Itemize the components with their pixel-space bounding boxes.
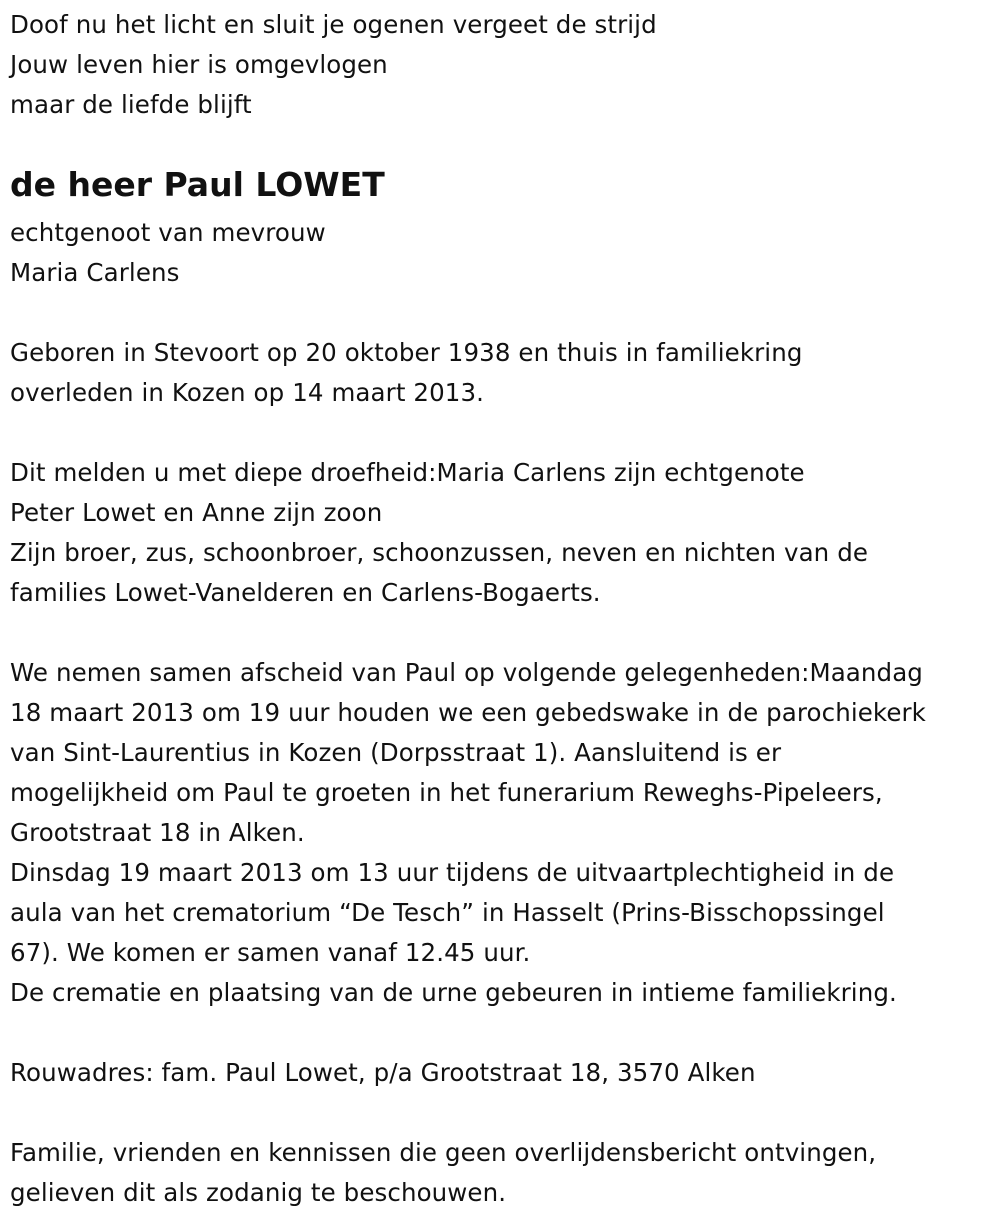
mourning-address [10, 1053, 1000, 1093]
spouse-line: echtgenoot van mevrouw [10, 218, 326, 247]
text-line: Grootstraat 18 in Alken. [10, 818, 305, 847]
text-line: Rouwadres: fam. Paul Lowet, p/a Grootstraat 18, 3570 Alken [10, 1058, 756, 1087]
text-line: gelieven dit als zodanig te beschouwen. [10, 1178, 507, 1207]
text-line: 18 maart 2013 om 19 uur houden we een gebedswake in de parochiekerk [10, 698, 926, 727]
spouse-line: Maria Carlens [10, 258, 180, 287]
deceased-name: de heer Paul LOWET [10, 165, 385, 204]
text-line: Zijn broer, zus, schoonbroer, schoonzussen, neven en nichten van de [10, 538, 869, 567]
birth-death-info [10, 333, 1000, 413]
text-line: Geboren in Stevoort op 20 oktober 1938 en thuis in familiekring [10, 338, 803, 367]
text-line: 67). We komen er samen vanaf 12.45 uur. [10, 938, 531, 967]
text-line: aula van het crematorium “De Tesch” in Hasselt (Prins-Bisschopssingel [10, 898, 885, 927]
obituary-document [10, 5, 1000, 1213]
text-line: Peter Lowet en Anne zijn zoon [10, 498, 383, 527]
text-line: Dinsdag 19 maart 2013 om 13 uur tijdens de uitvaartplechtigheid in de [10, 858, 895, 887]
text-line: De crematie en plaatsing van de urne gebeuren in intieme familiekring. [10, 978, 897, 1007]
poem-line: Doof nu het licht en sluit je ogenen vergeet de strijd [10, 10, 657, 39]
closing-note [10, 1133, 1000, 1213]
text-line: overleden in Kozen op 14 maart 2013. [10, 378, 485, 407]
poem [10, 5, 1000, 125]
ceremonies [10, 653, 1000, 1013]
poem-line: maar de liefde blijft [10, 90, 252, 119]
text-line: mogelijkheid om Paul te groeten in het funerarium Reweghs-Pipeleers, [10, 778, 883, 807]
text-line: We nemen samen afscheid van Paul op volgende gelegenheden:Maandag [10, 658, 923, 687]
text-line: Familie, vrienden en kennissen die geen overlijdensbericht ontvingen, [10, 1138, 877, 1167]
poem-line: Jouw leven hier is omgevlogen [10, 50, 388, 79]
text-line: Dit melden u met diepe droefheid:Maria Carlens zijn echtgenote [10, 458, 805, 487]
text-line: families Lowet-Vanelderen en Carlens-Bogaerts. [10, 578, 601, 607]
announcers [10, 453, 1000, 613]
spouse-info [10, 213, 1000, 293]
text-line: van Sint-Laurentius in Kozen (Dorpsstraat 1). Aansluitend is er [10, 738, 782, 767]
